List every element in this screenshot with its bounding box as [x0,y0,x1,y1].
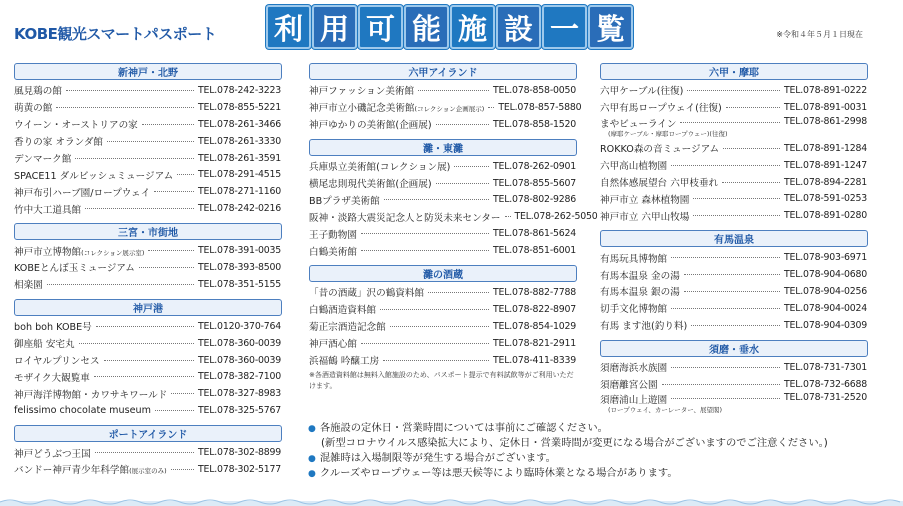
dot-leader [155,410,194,411]
phone-number: TEL.078-855-5221 [198,101,282,113]
facility-row [600,283,868,300]
dot-leader [671,165,780,166]
phone-number: TEL.078-302-8899 [198,447,282,459]
phone-number: TEL.078-327-8983 [198,388,282,400]
facility-row [14,461,282,478]
facility-name [14,336,75,350]
facility-name [309,319,386,333]
facility-name [600,251,667,265]
facility-name-text: 神戸市立博物館 [14,246,82,258]
dot-leader [390,326,489,327]
facility-name-text: 神戸ファッション美術館 [309,86,415,98]
bullet-icon: ● [308,453,316,464]
facility-name-text: ウイーン・オーストリアの家 [14,120,138,132]
dot-leader [383,360,489,361]
note-text: クルーズやロープウェー等は悪天候等により臨時休業となる場合があります。 [319,466,678,479]
facility-row [600,190,868,207]
facility-name [600,209,689,223]
dot-leader [79,343,194,344]
facility-name-note: (コレクション企画展示) [414,105,485,114]
banner-char: 可 [358,5,403,49]
facility-name-text: 白鶴美術館 [309,246,357,258]
facility-name [309,302,376,316]
facility-name [309,210,501,224]
dot-leader [47,284,194,285]
date-note: ※令和４年５月１日現在 [776,30,863,39]
facility-name [14,405,151,416]
facility-row [600,99,868,116]
facility-row [14,385,282,402]
facility-name-text: 須磨離宮公園 [600,380,658,392]
facility-name-text: モザイク大観覧車 [14,372,90,384]
facility-name [600,100,722,114]
facility-name-text: 神戸ゆかりの美術館(企画展) [309,120,432,132]
phone-number: TEL.078-891-1247 [784,159,868,171]
note-text: 混雑時は入場制限等が発生する場合がございます。 [319,451,556,464]
facility-name-text: 菊正宗酒造記念館 [309,322,386,334]
section-header: 神戸港 [14,299,282,316]
facility-row [309,158,577,175]
dot-leader [66,90,194,91]
facility-name [600,158,667,172]
phone-number: TEL.078-903-6971 [784,252,868,264]
phone-number: TEL.078-732-6688 [784,378,868,390]
phone-number: TEL.078-904-0680 [784,269,868,281]
phone-number: TEL.078-851-6001 [493,245,577,257]
facility-name [14,319,92,333]
facility-name-text: 浜福鶴 吟醸工房 [309,356,380,368]
facility-name-text: 有馬 ます池(釣り料) [600,321,688,333]
section-header: 六甲・摩耶 [600,63,868,80]
phone-number: TEL.078-262-0901 [493,160,577,172]
facility-name-text: 有馬玩具博物館 [600,253,668,265]
dot-leader [726,107,780,108]
facility-row [14,259,282,276]
facility-name [309,227,357,241]
phone-number: TEL.078-891-0280 [784,210,868,222]
facility-name-text: 有馬本温泉 金の湯 [600,270,680,282]
phone-number: TEL.0120-370-764 [198,320,282,332]
dot-leader [95,452,194,453]
section-note: ※各酒造資料館は無料入館施設のため、パスポート提示で有料試飲等がご利用いただけます。 [309,371,574,391]
facility-row [309,191,577,208]
facility-row [14,352,282,369]
section-header: ポートアイランド [14,425,282,442]
facility-name [14,277,43,291]
facility-name [14,446,91,460]
facility-name-text: 御座船 安宅丸 [14,339,75,351]
facility-row [600,376,868,393]
phone-number: TEL.078-291-4515 [198,169,282,181]
facility-row [309,335,577,352]
dot-leader [505,216,511,217]
dot-leader [436,183,489,184]
facility-name [309,100,484,114]
dot-leader [96,326,194,327]
facility-name [600,318,687,332]
facility-row [14,318,282,335]
banner-char: 施 [450,5,495,49]
facility-name-text: 神戸酒心館 [309,339,357,351]
facility-name-text: 兵庫県立美術館(コレクション展) [309,162,451,174]
section-header: 新神戸・北野 [14,63,282,80]
facility-subnote: (摩耶ケーブル・摩耶ロープウェー)(往復) [608,129,728,138]
facility-row [309,175,577,192]
facility-row [14,242,282,259]
dot-leader [722,182,780,183]
facility-name [14,83,62,97]
phone-number: TEL.078-261-3330 [198,135,282,147]
facility-row [14,183,282,200]
bullet-icon: ● [308,424,316,434]
phone-number: TEL.078-858-1520 [493,118,577,130]
facility-name-text: 切手文化博物館 [600,304,668,316]
phone-number: TEL.078-391-0035 [198,245,282,257]
facility-row [600,157,868,174]
phone-number: TEL.078-360-0039 [198,337,282,349]
dot-leader [454,166,489,167]
dot-leader [148,250,194,251]
facility-name-text: 風見鶏の館 [14,86,62,98]
facility-name [14,202,81,216]
phone-number: TEL.078-325-5767 [198,405,282,417]
dot-leader [171,393,194,394]
section-header: 有馬温泉 [600,230,868,247]
dot-leader [361,233,489,234]
facility-name-text: 神戸どうぶつ王国 [14,448,91,460]
facility-name [14,168,173,182]
dot-leader [693,198,780,199]
facility-row [14,402,282,419]
dot-leader [671,398,780,399]
banner-char: 用 [312,5,357,49]
phone-number: TEL.078-904-0309 [784,319,868,331]
facility-name [14,462,167,476]
dot-leader [662,384,780,385]
facility-name-text: まやビューライン [600,118,677,130]
dot-leader [488,107,494,108]
dot-leader [139,267,194,268]
dot-leader [171,469,194,470]
facility-name-text: 神戸市立 六甲山牧場 [600,211,690,223]
phone-number: TEL.078-271-1160 [198,186,282,198]
facility-name-text: 香りの家 オランダ館 [14,137,104,149]
phone-number: TEL.078-857-5880 [498,101,582,113]
column-right [600,63,868,416]
facility-row [14,166,282,183]
dot-leader [723,148,780,149]
facility-row [309,116,577,133]
facility-name [309,117,432,131]
facility-name [309,285,424,299]
dot-leader [75,158,194,159]
facility-name [600,377,658,391]
facility-row [14,368,282,385]
facility-name-text: 「昔の酒蔵」沢の鶴資料館 [309,288,425,300]
facility-name-text: 王子動物園 [309,229,357,241]
facility-name-text: 自然体感展望台 六甲枝垂れ [600,178,719,189]
phone-number: TEL.078-262-5050 [514,211,598,223]
note-text: 各施設の定休日・営業時間については事前にご確認ください。 [319,422,608,434]
dot-leader [104,360,194,361]
phone-number: TEL.078-904-0024 [784,302,868,314]
section-gap [14,293,282,299]
dot-leader [680,122,780,123]
dot-leader [380,309,489,310]
section-header: 三宮・市街地 [14,223,282,240]
facility-name-text: KOBEとんぼ玉ミュージアム [14,263,135,275]
dot-leader [684,274,780,275]
phone-number: TEL.078-891-0031 [784,101,868,113]
facility-row [14,335,282,352]
facility-name [14,353,100,367]
facility-name [309,176,432,190]
facility-name-text: ROKKO森の音ミュージアム [600,144,720,156]
facility-name [600,141,719,155]
section-header: 六甲アイランド [309,63,577,80]
phone-number: TEL.078-858-0050 [493,84,577,96]
facility-name-note: (展示室のみ) [129,467,167,476]
facility-name [14,260,135,274]
section-gap [600,334,868,340]
facility-name [600,83,683,97]
facility-name [14,100,52,114]
facility-name [600,175,718,189]
facility-name [600,360,667,374]
dot-leader [671,257,780,258]
facility-row [600,174,868,191]
facility-name [309,83,414,97]
facility-name [600,268,680,282]
facility-row [14,82,282,99]
facility-row [309,318,577,335]
phone-number: TEL.078-855-5607 [493,177,577,189]
app-title: KOBE観光スマートパスポート [14,25,217,43]
facility-row [14,150,282,167]
facility-row [600,82,868,99]
facility-subnote: (ロープウェイ、カーレーター、展望閣) [608,406,723,415]
dot-leader [428,292,489,293]
facility-name-text: 阪神・淡路大震災記念人と防災未来センター [309,212,501,224]
note-item [308,451,898,466]
facility-name-text: 神戸市立 森林植物園 [600,194,690,206]
phone-number: TEL.078-393-8500 [198,261,282,273]
dot-leader [436,124,489,125]
phone-number: TEL.078-861-5624 [493,228,577,240]
banner-char: 利 [266,5,311,49]
facility-row [309,82,577,99]
phone-number: TEL.078-904-0256 [784,285,868,297]
facility-row [14,133,282,150]
facility-row [14,276,282,293]
facility-name [14,117,138,131]
facility-row [600,300,868,317]
facility-row [309,242,577,259]
dot-leader [94,376,194,377]
dot-leader [56,107,194,108]
facility-row [14,116,282,133]
facility-name-note: (コレクション展示室) [81,248,145,257]
phone-number: TEL.078-891-1284 [784,142,868,154]
facility-row [600,207,868,224]
facility-row [309,352,577,369]
facility-name-text: ロイヤルプリンセス [14,356,100,368]
phone-number: TEL.078-261-3591 [198,152,282,164]
banner [266,5,633,49]
facility-name-text: 神戸布引ハーブ園/ロープウェイ [14,187,151,199]
facility-name [14,370,90,384]
facility-name-text: felissimo chocolate museum [14,405,151,417]
dot-leader [418,90,489,91]
bullet-icon: ● [308,468,316,479]
dot-leader [85,208,194,209]
facility-name-text: デンマーク館 [14,154,72,165]
column-left [14,63,282,478]
dot-leader [693,215,780,216]
facility-name [14,185,150,199]
facility-name [14,244,144,258]
facility-name [600,192,689,206]
phone-number: TEL.078-591-0253 [784,193,868,205]
dot-leader [691,325,780,326]
phone-number: TEL.078-382-7100 [198,371,282,383]
facility-row [14,444,282,461]
phone-number: TEL.078-731-7301 [784,361,868,373]
dot-leader [361,343,489,344]
facility-row [600,116,868,140]
facility-name [600,284,680,298]
facility-row [14,200,282,217]
phone-number: TEL.078-242-3223 [198,84,282,96]
facility-name-text: 六甲有馬ロープウェイ(往復) [600,103,722,115]
facility-name [600,301,667,315]
dot-leader [177,174,194,175]
facility-name-text: 白鶴酒造資料館 [309,305,377,317]
phone-number: TEL.078-731-2520 [784,392,868,404]
facility-name-text: 有馬本温泉 銀の湯 [600,287,680,299]
dot-leader [671,308,780,309]
banner-char: 一 [542,5,587,49]
banner-char: 能 [404,5,449,49]
facility-name [309,193,380,207]
dot-leader [671,367,780,368]
section-header: 灘の酒蔵 [309,265,577,282]
facility-name [309,353,379,367]
phone-number: TEL.078-261-3466 [198,118,282,130]
facility-name [600,392,667,406]
facility-row [309,284,577,301]
section-gap [309,133,577,139]
facility-name-text: boh boh KOBE号 [14,322,92,334]
facility-row [600,392,868,416]
banner-char: 設 [496,5,541,49]
dot-leader [142,124,194,125]
facility-row [309,301,577,318]
facility-row [309,208,598,225]
bottom-wave-decoration [0,498,903,506]
column-middle [309,63,598,392]
facility-name-text: 竹中大工道具館 [14,204,82,216]
facility-name-text: 萌黄の館 [14,103,53,115]
facility-name [14,387,167,401]
facility-row [309,99,582,116]
phone-number: TEL.078-861-2998 [784,115,868,127]
facility-name [600,116,676,130]
note-item [308,421,898,436]
facility-name-text: 六甲ケーブル(往復) [600,86,684,98]
facility-name [309,159,450,173]
facility-name-text: 横尾忠則現代美術館(企画展) [309,179,432,190]
phone-number: TEL.078-882-7788 [493,286,577,298]
notes [308,421,898,481]
phone-number: TEL.078-242-0216 [198,203,282,215]
facility-name-text: 相楽園 [14,280,43,292]
note-continuation: (新型コロナウイルス感染拡大により、定休日・営業時間が変更になる場合がございますのでご注意ください。) [321,437,828,450]
phone-number: TEL.078-302-5177 [198,463,282,475]
facility-name-text: SPACE11 ダルビッシュミュージアム [14,170,174,182]
facility-name [14,151,71,165]
facility-name-text: バンドー神戸青少年科学館 [14,465,130,477]
facility-row [600,266,868,283]
dot-leader [154,191,194,192]
facility-name-text: 須磨浦山上遊園 [600,395,668,407]
dot-leader [107,141,194,142]
facility-row [600,317,868,334]
facility-name [14,134,103,148]
dot-leader [361,250,489,251]
facility-row [600,140,868,157]
facility-name-text: 六甲高山植物園 [600,161,668,173]
facility-row [600,359,868,376]
dot-leader [687,90,780,91]
facility-row [309,225,577,242]
dot-leader [684,291,780,292]
phone-number: TEL.078-802-9286 [493,194,577,206]
phone-number: TEL.078-411-8339 [493,354,577,366]
phone-number: TEL.078-854-1029 [493,320,577,332]
facility-name-text: 神戸海洋博物館・カワサキワールド [14,389,168,401]
banner-char: 覧 [588,5,633,49]
phone-number: TEL.078-822-8907 [493,303,577,315]
facility-name-text: 須磨海浜水族園 [600,363,668,375]
section-header: 灘・東灘 [309,139,577,156]
note-item [308,466,898,481]
facility-row [14,99,282,116]
phone-number: TEL.078-360-0039 [198,354,282,366]
phone-number: TEL.078-821-2911 [493,337,577,349]
phone-number: TEL.078-894-2281 [784,176,868,188]
facility-name-text: BBプラザ美術館 [309,195,380,207]
facility-name [309,244,357,258]
facility-name-text: 神戸市立小磯記念美術館 [309,103,415,115]
facility-row [600,249,868,266]
dot-leader [384,199,489,200]
facility-name [309,336,357,350]
phone-number: TEL.078-891-0222 [784,84,868,96]
section-header: 須磨・垂水 [600,340,868,357]
phone-number: TEL.078-351-5155 [198,278,282,290]
